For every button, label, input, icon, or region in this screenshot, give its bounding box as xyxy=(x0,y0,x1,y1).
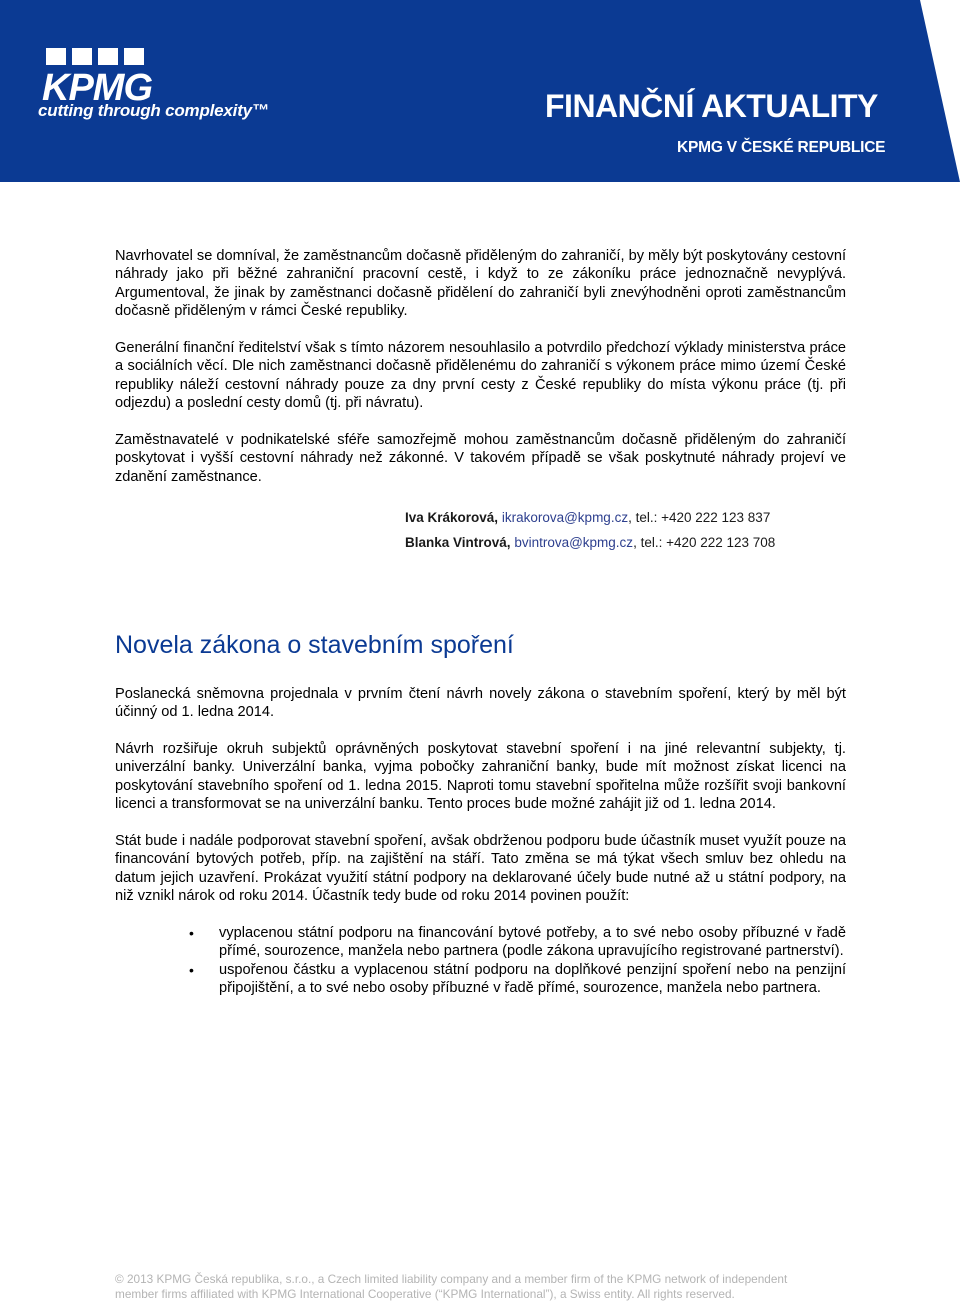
contact-row xyxy=(405,505,846,530)
section-paragraph-1: Poslanecká sněmovna projednala v prvním čtení návrh novely zákona o stavebním spoření, který by měl být účinný od 1. ledna 2014. xyxy=(115,685,846,722)
paragraph-2: Generální finanční ředitelství však s tímto názorem nesouhlasilo a potvrdilo předchozí výklady ministerstva práce a sociálních věcí. Dle nich zaměstnanci dočasně přidělenému do zahraničí s výkonem práce mimo území České republiky náleží cestovní náhrady pouze za dny první cesty z České republiky do místa výkonu práce (tj. při odjezdu) a poslední cesty domů (tj. při návratu). xyxy=(115,339,846,413)
contact-row xyxy=(405,530,846,555)
paragraph-1: Navrhovatel se domníval, že zaměstnancům dočasně přiděleným do zahraničí, by měly být poskytovány cestovní náhrady jako při běžné zahraniční pracovní cestě, i když to ze zákoníku práce jednoznačně nevyplývá. Argumentoval, že jinak by zaměstnanci dočasně přidělení do zahraničí byli znevýhodněni oproti zaměstnancům dočasně přiděleným v rámci České republiky. xyxy=(115,247,846,321)
bullet-icon: • xyxy=(189,924,194,942)
section-paragraph-3: Stát bude i nadále podporovat stavební spoření, avšak obdrženou podporu bude účastník muset využít pouze na financování bytových potřeb, příp. na zajištění na stáří. Tato změna se má týkat všech smluv bez ohledu na datum jejich uzavření. Prokázat využití státní podpory na deklarované účely bude nutné až u státní podpory, na niž vznikl nárok od roku 2014. Účastník tedy bude od roku 2014 povinen použít: xyxy=(115,832,846,906)
bullet-list xyxy=(115,924,846,998)
tagline: cutting through complexity™ xyxy=(38,101,269,121)
list-item xyxy=(219,961,846,998)
logo-text: KPMG xyxy=(42,67,152,104)
publication-title: FINANČNÍ AKTUALITY xyxy=(545,88,878,125)
list-item xyxy=(219,924,846,961)
section-heading: Novela zákona o stavebním spoření xyxy=(115,630,846,660)
paragraph-3: Zaměstnavatelé v podnikatelské sféře samozřejmě mohou zaměstnancům dočasně přiděleným do zahraničí poskytovat i vyšší cestovní náhrady než zákonné. V takovém případě se však poskytnuté náhrady projeví ve zdanění zaměstnance. xyxy=(115,431,846,486)
contact-name: Blanka Vintrová, xyxy=(405,535,511,550)
footer-line-2: member firms affiliated with KPMG International Cooperative (“KPMG International”), a Swiss entity. All rights reserved. xyxy=(115,1287,875,1301)
contact-email-link[interactable]: bvintrova@kpmg.cz xyxy=(514,535,633,550)
contact-phone: , tel.: +420 222 123 837 xyxy=(628,510,770,525)
publication-subtitle: KPMG V ČESKÉ REPUBLICE xyxy=(677,139,885,157)
list-item-text: uspořenou částku a vyplacenou státní podporu na doplňkové penzijní spoření nebo na penzijní připojištění, a to své nebo osoby příbuzné v řadě přímé, sourozence, manžela nebo partnera. xyxy=(219,962,846,996)
contact-name: Iva Krákorová, xyxy=(405,510,498,525)
footer-line-1: © 2013 KPMG Česká republika, s.r.o., a Czech limited liability company and a member firm of the KPMG network of independent xyxy=(115,1272,875,1287)
contact-block xyxy=(405,505,846,555)
article-body xyxy=(115,247,846,998)
banner-corner xyxy=(920,0,960,182)
header-banner xyxy=(0,0,960,182)
contact-phone: , tel.: +420 222 123 708 xyxy=(633,535,775,550)
footer-copyright xyxy=(115,1272,875,1301)
kpmg-logo xyxy=(42,48,172,104)
contact-email-link[interactable]: ikrakorova@kpmg.cz xyxy=(502,510,628,525)
section-paragraph-2: Návrh rozšiřuje okruh subjektů oprávněných poskytovat stavební spoření i na jiné relevantní subjekty, tj. univerzální banky. Univerzální banka, vyjma pobočky zahraniční banky, bude mít možnost získat licenci na poskytování stavebního spoření od 1. ledna 2015. Naproti tomu stavební spořitelna může rozšířit svoji bankovní licenci a transformovat se na univerzální banku. Tento proces bude možné zahájit již od 1. ledna 2014. xyxy=(115,740,846,814)
bullet-icon: • xyxy=(189,961,194,979)
list-item-text: vyplacenou státní podporu na financování bytové potřeby, a to své nebo osoby příbuzné v řadě přímé, sourozence, manžela nebo partnera (podle zákona upravujícího registrované partnerství). xyxy=(219,925,846,959)
